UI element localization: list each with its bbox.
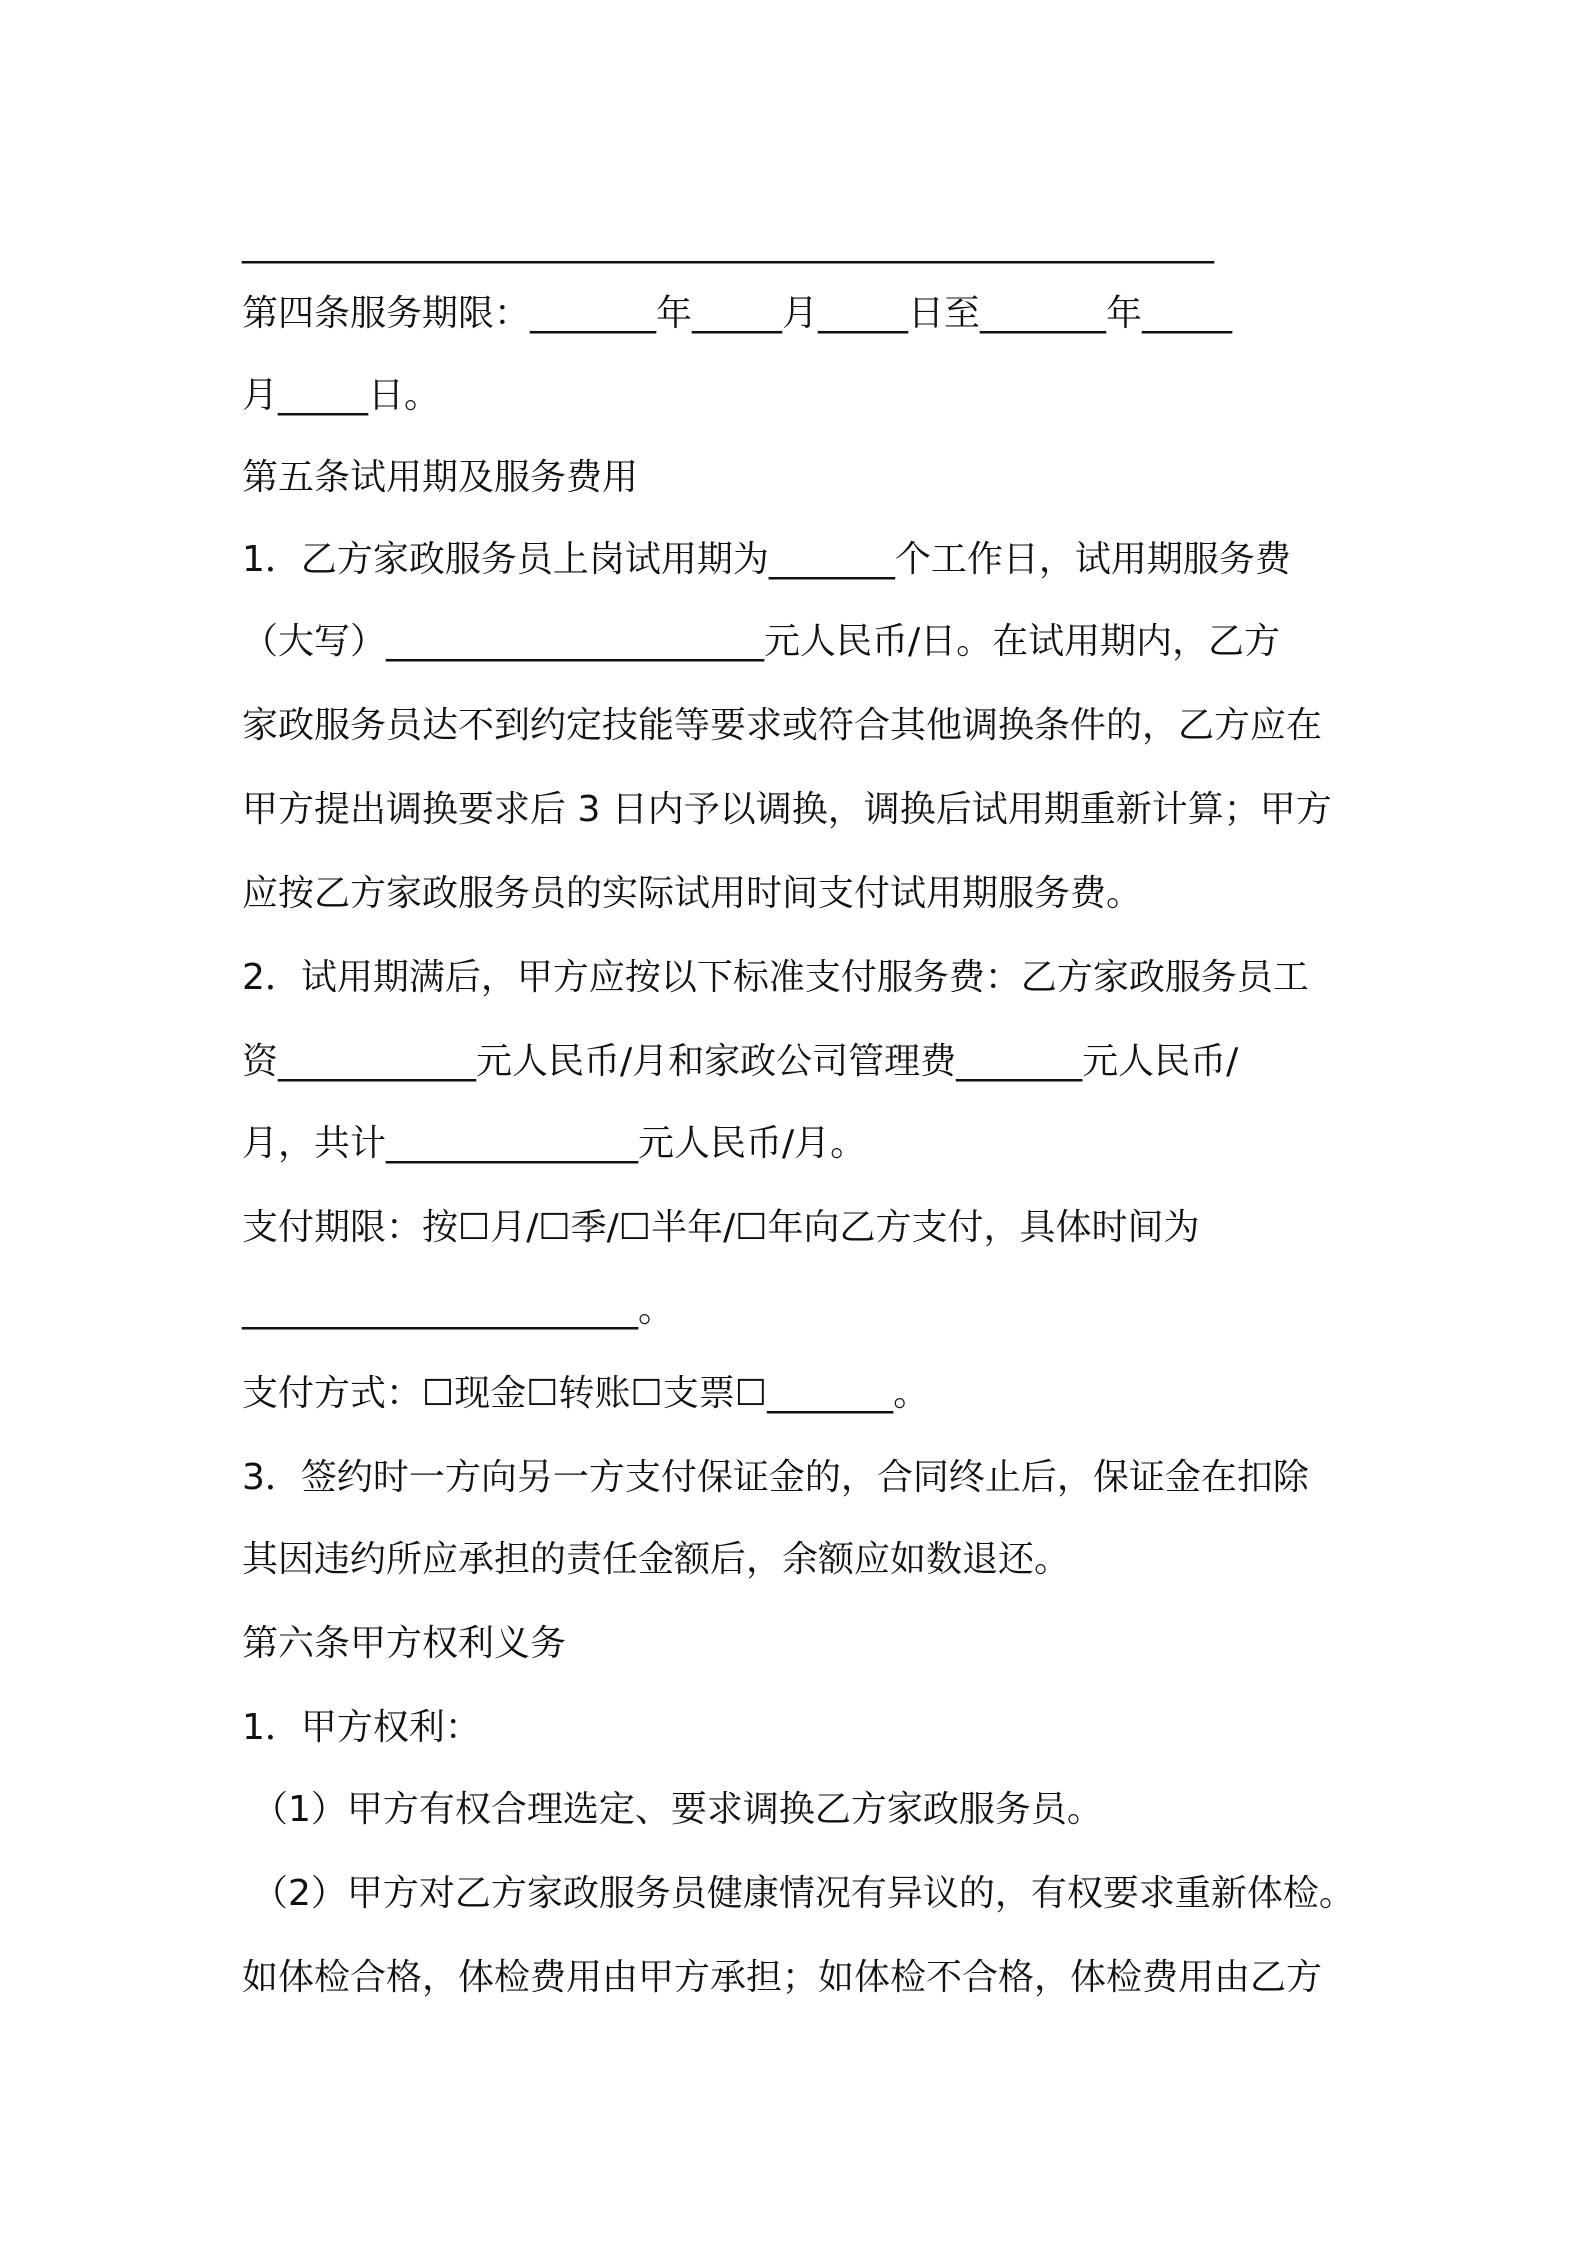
article-6-item-1: 1．甲方权利：	[242, 1707, 481, 1748]
article-6-item-1-sub-2: （2）甲方对乙方家政服务员健康情况有异议的，有权要求重新体检。	[252, 1873, 1355, 1914]
payment-method-line: 支付方式：☐现金☐转账☐支票☐_______。	[242, 1373, 930, 1414]
article-5-item-1-cont-3: 甲方提出调换要求后 3 日内予以调换，调换后试用期重新计算；甲方	[242, 789, 1332, 830]
payment-term-line: 支付期限：按☐月/☐季/☐半年/☐年向乙方支付，具体时间为	[242, 1207, 1200, 1248]
article-4-service-term-cont: 月_____日。	[242, 375, 441, 416]
article-5-item-1-cont-2: 家政服务员达不到约定技能等要求或符合其他调换条件的，乙方应在	[242, 705, 1323, 746]
article-5-item-3-cont: 其因违约所应承担的责任金额后，余额应如数退还。	[242, 1539, 1071, 1580]
article-5-item-2: 2．试用期满后，甲方应按以下标准支付服务费：乙方家政服务员工	[242, 957, 1309, 998]
article-5-heading: 第五条试用期及服务费用	[242, 457, 639, 498]
article-6-heading: 第六条甲方权利义务	[242, 1623, 567, 1664]
payment-term-blank: ______________________。	[242, 1289, 674, 1330]
article-5-item-1-cont-1: （大写）_____________________元人民币/日。在试用期内，乙方	[242, 621, 1281, 662]
article-6-item-1-sub-2-cont: 如体检合格，体检费用由甲方承担；如体检不合格，体检费用由乙方	[242, 1957, 1323, 1998]
article-5-item-1: 1．乙方家政服务员上岗试用期为_______个工作日，试用期服务费	[242, 539, 1291, 580]
article-4-service-term: 第四条服务期限：_______年_____月_____日至_______年_____	[242, 293, 1233, 334]
article-5-item-2-cont-1: 资___________元人民币/月和家政公司管理费_______元人民币/	[242, 1041, 1239, 1082]
article-6-item-1-sub-1: （1）甲方有权合理选定、要求调换乙方家政服务员。	[252, 1789, 1103, 1830]
article-5-item-1-cont-4: 应按乙方家政服务员的实际试用时间支付试用期服务费。	[242, 873, 1143, 914]
article-5-item-2-cont-2: 月，共计______________元人民币/月。	[242, 1123, 867, 1164]
blank-underline-line: ______________________________________________________	[242, 223, 1214, 264]
article-5-item-3: 3．签约时一方向另一方支付保证金的，合同终止后，保证金在扣除	[242, 1457, 1309, 1498]
